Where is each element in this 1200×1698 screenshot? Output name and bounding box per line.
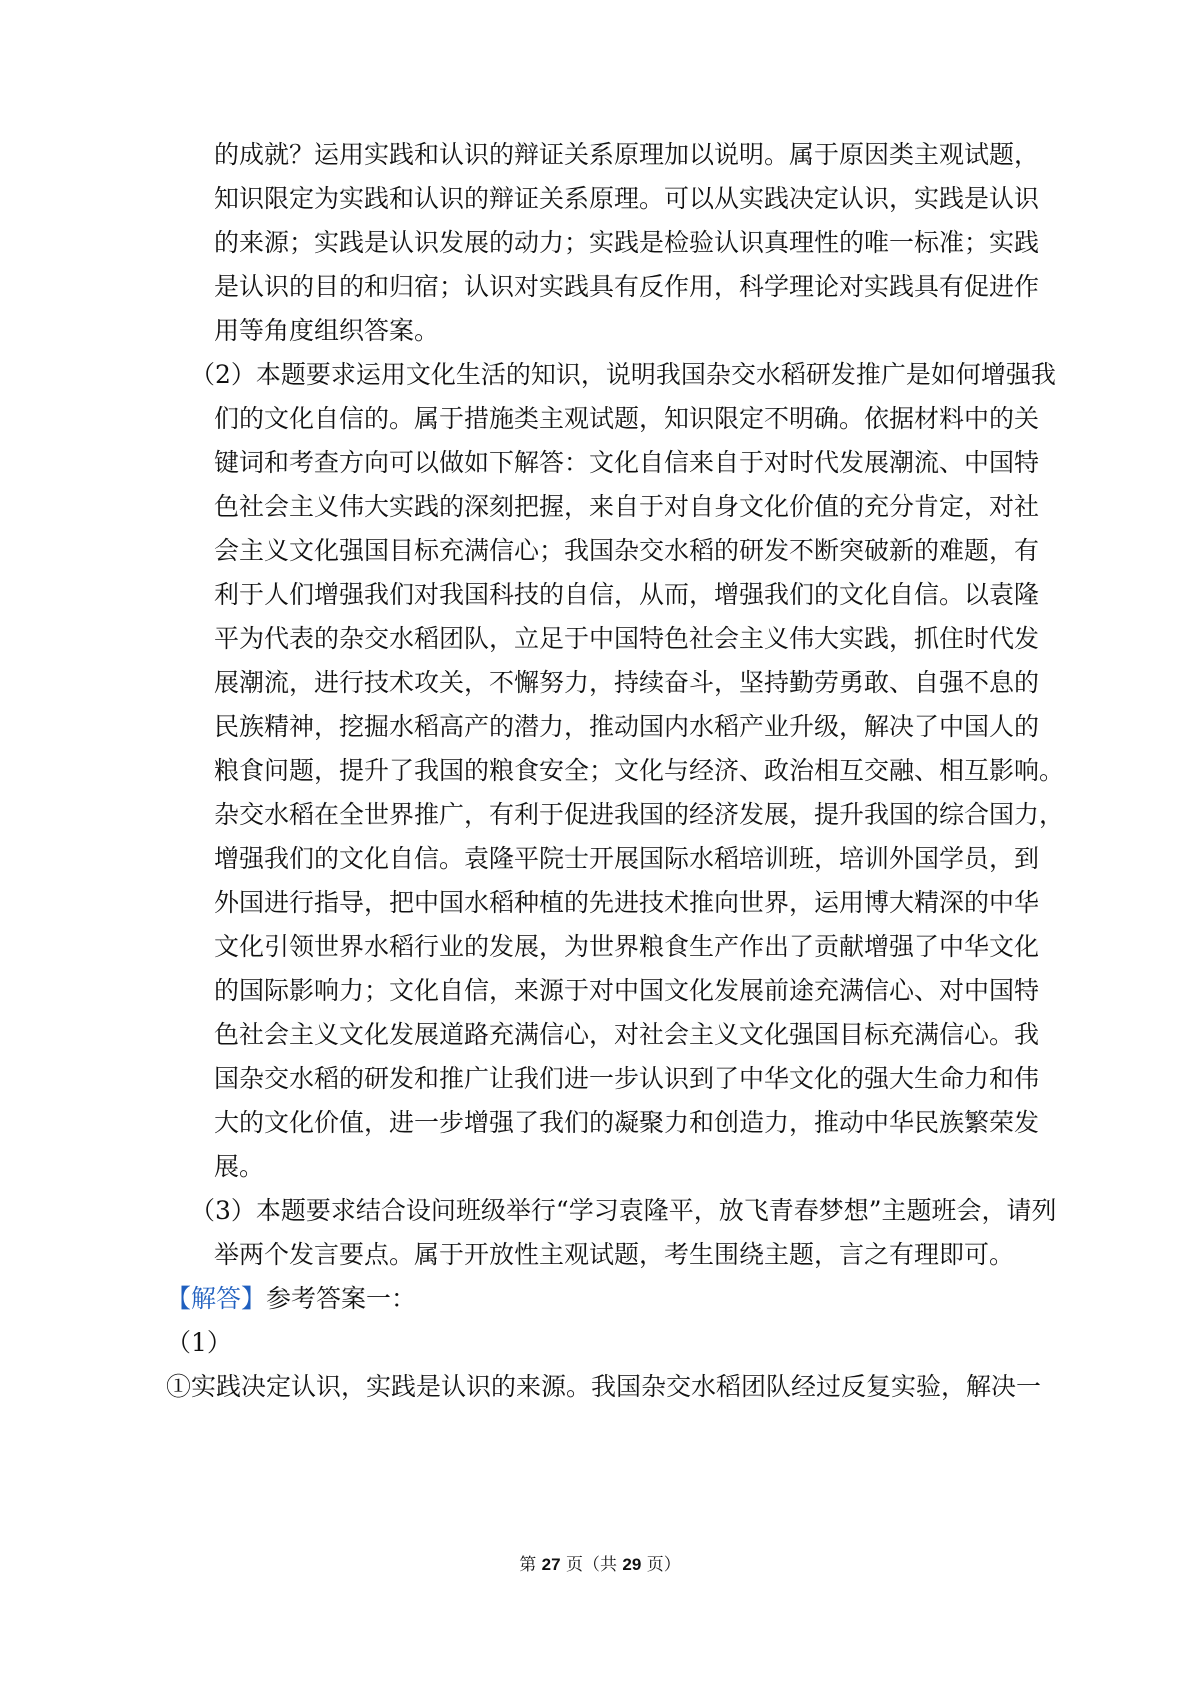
answer-intro: 参考答案一： xyxy=(266,1284,417,1313)
analysis-line: 色社会主义伟大实践的深刻把握，来自于对自身文化价值的充分肯定，对社 xyxy=(214,492,1040,521)
analysis-line: 民族精神，挖掘水稻高产的潜力，推动国内水稻产业升级，解决了中国人的 xyxy=(214,712,1040,741)
page-footer: 第 27 页（共 29 页） xyxy=(519,1555,681,1575)
analysis-line: 增强我们的文化自信。袁隆平院士开展国际水稻培训班，培训外国学员，到 xyxy=(214,844,1040,873)
analysis-line: （2）本题要求运用文化生活的知识，说明我国杂交水稻研发推广是如何增强我 xyxy=(190,360,1056,389)
analysis-line: 们的文化自信的。属于措施类主观试题，知识限定不明确。依据材料中的关 xyxy=(214,404,1040,433)
analysis-line: 大的文化价值，进一步增强了我们的凝聚力和创造力，推动中华民族繁荣发 xyxy=(214,1108,1040,1137)
analysis-line: 用等角度组织答案。 xyxy=(214,316,440,345)
analysis-line: 色社会主义文化发展道路充满信心，对社会主义文化强国目标充满信心。我 xyxy=(214,1020,1040,1049)
analysis-line: 是认识的目的和归宿；认识对实践具有反作用，科学理论对实践具有促进作 xyxy=(214,272,1040,301)
analysis-line: 国杂交水稻的研发和推广让我们进一步认识到了中华文化的强大生命力和伟 xyxy=(214,1064,1040,1093)
analysis-line: 键词和考查方向可以做如下解答：文化自信来自于对时代发展潮流、中国特 xyxy=(214,448,1040,477)
page-number: 27 xyxy=(541,1555,561,1574)
analysis-line: 的国际影响力；文化自信，来源于对中国文化发展前途充满信心、对中国特 xyxy=(214,976,1040,1005)
analysis-line: 展。 xyxy=(214,1152,265,1181)
analysis-line: 知识限定为实践和认识的辩证关系原理。可以从实践决定认识，实践是认识 xyxy=(214,184,1040,213)
analysis-line: 利于人们增强我们对我国科技的自信，从而，增强我们的文化自信。以袁隆 xyxy=(214,580,1040,609)
page-total: 29 xyxy=(622,1555,642,1574)
analysis-line: 展潮流，进行技术攻关，不懈努力，持续奋斗，坚持勤劳勇敢、自强不息的 xyxy=(214,668,1040,697)
analysis-line: 杂交水稻在全世界推广，有利于促进我国的经济发展，提升我国的综合国力， xyxy=(214,800,1065,829)
analysis-line: 粮食问题，提升了我国的粮食安全；文化与经济、政治相互交融、相互影响。 xyxy=(214,756,1065,785)
analysis-line: （3）本题要求结合设问班级举行“学习袁隆平，放飞青春梦想”主题班会，请列 xyxy=(190,1196,1057,1225)
analysis-line: 举两个发言要点。属于开放性主观试题，考生围绕主题，言之有理即可。 xyxy=(214,1240,1015,1269)
analysis-line: 外国进行指导，把中国水稻种植的先进技术推向世界，运用博大精深的中华 xyxy=(214,888,1040,917)
analysis-line: 文化引领世界水稻行业的发展，为世界粮食生产作出了贡献增强了中华文化 xyxy=(214,932,1040,961)
analysis-line: 的成就？运用实践和认识的辩证关系原理加以说明。属于原因类主观试题， xyxy=(214,140,1040,169)
answer-item-number: （1） xyxy=(166,1328,232,1357)
answer-point: ①实践决定认识，实践是认识的来源。我国杂交水稻团队经过反复实验，解决一 xyxy=(166,1372,1042,1401)
answer-heading xyxy=(166,1282,416,1316)
analysis-line: 的来源；实践是认识发展的动力；实践是检验认识真理性的唯一标准；实践 xyxy=(214,228,1040,257)
analysis-line: 平为代表的杂交水稻团队，立足于中国特色社会主义伟大实践，抓住时代发 xyxy=(214,624,1040,653)
answer-tag: 【解答】 xyxy=(166,1284,267,1313)
analysis-line: 会主义文化强国目标充满信心；我国杂交水稻的研发不断突破新的难题，有 xyxy=(214,536,1040,565)
